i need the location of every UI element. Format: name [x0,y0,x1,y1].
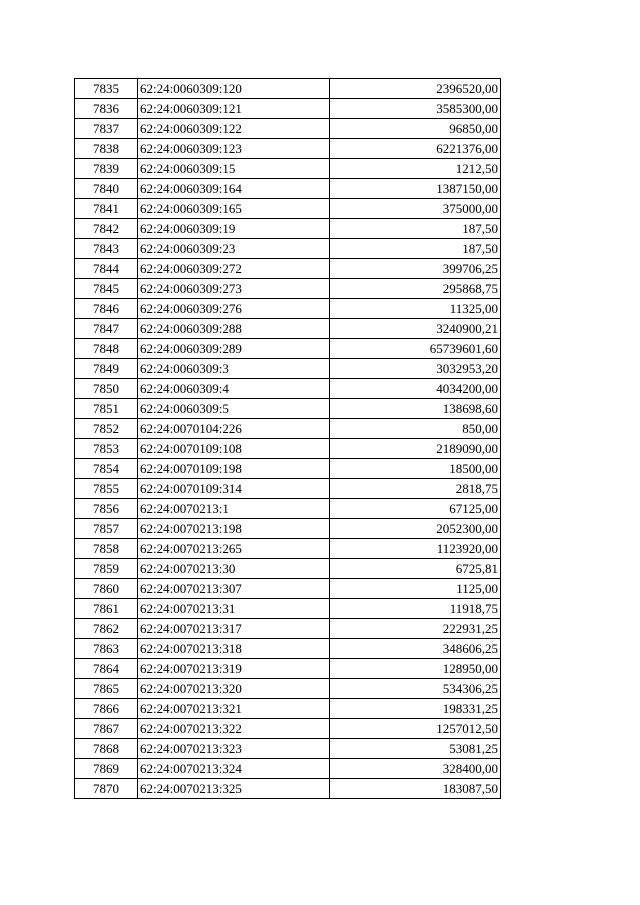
table-row [75,499,501,519]
value-cell: 67125,00 [330,499,501,519]
row-number-cell: 7842 [75,219,138,239]
cadastral-number-cell: 62:24:0070213:1 [138,499,330,519]
row-number-cell: 7847 [75,319,138,339]
cadastral-number-cell: 62:24:0070109:198 [138,459,330,479]
row-number-cell: 7859 [75,559,138,579]
value-cell: 328400,00 [330,759,501,779]
value-cell: 183087,50 [330,779,501,799]
table-row [75,599,501,619]
value-cell: 4034200,00 [330,379,501,399]
row-number-cell: 7848 [75,339,138,359]
cadastral-number-cell: 62:24:0060309:5 [138,399,330,419]
cadastral-number-cell: 62:24:0070213:198 [138,519,330,539]
cadastral-number-cell: 62:24:0060309:15 [138,159,330,179]
value-cell: 399706,25 [330,259,501,279]
cadastral-number-cell: 62:24:0060309:123 [138,139,330,159]
table-row [75,439,501,459]
value-cell: 11325,00 [330,299,501,319]
table-row [75,519,501,539]
value-cell: 295868,75 [330,279,501,299]
cadastral-number-cell: 62:24:0060309:276 [138,299,330,319]
row-number-cell: 7864 [75,659,138,679]
table-row [75,139,501,159]
value-cell: 534306,25 [330,679,501,699]
row-number-cell: 7862 [75,619,138,639]
row-number-cell: 7846 [75,299,138,319]
row-number-cell: 7855 [75,479,138,499]
row-number-cell: 7843 [75,239,138,259]
value-cell: 3240900,21 [330,319,501,339]
table-row [75,299,501,319]
row-number-cell: 7841 [75,199,138,219]
cadastral-number-cell: 62:24:0060309:164 [138,179,330,199]
cadastral-number-cell: 62:24:0070213:321 [138,699,330,719]
row-number-cell: 7869 [75,759,138,779]
value-cell: 348606,25 [330,639,501,659]
row-number-cell: 7863 [75,639,138,659]
table-row [75,199,501,219]
row-number-cell: 7852 [75,419,138,439]
table-row [75,259,501,279]
value-cell: 1257012,50 [330,719,501,739]
cadastral-number-cell: 62:24:0060309:121 [138,99,330,119]
table-row [75,119,501,139]
row-number-cell: 7851 [75,399,138,419]
cadastral-number-cell: 62:24:0060309:19 [138,219,330,239]
table-row [75,99,501,119]
value-cell: 53081,25 [330,739,501,759]
cadastral-value-table [74,78,501,799]
row-number-cell: 7844 [75,259,138,279]
cadastral-number-cell: 62:24:0070109:108 [138,439,330,459]
row-number-cell: 7840 [75,179,138,199]
value-cell: 6725,81 [330,559,501,579]
table-row [75,539,501,559]
row-number-cell: 7868 [75,739,138,759]
row-number-cell: 7849 [75,359,138,379]
value-cell: 222931,25 [330,619,501,639]
row-number-cell: 7854 [75,459,138,479]
table-row [75,359,501,379]
value-cell: 11918,75 [330,599,501,619]
table-row [75,459,501,479]
table-row [75,339,501,359]
value-cell: 2818,75 [330,479,501,499]
value-cell: 1387150,00 [330,179,501,199]
row-number-cell: 7853 [75,439,138,459]
value-cell: 187,50 [330,219,501,239]
table-row [75,379,501,399]
row-number-cell: 7865 [75,679,138,699]
value-cell: 187,50 [330,239,501,259]
value-cell: 138698,60 [330,399,501,419]
table-row [75,699,501,719]
cadastral-number-cell: 62:24:0060309:289 [138,339,330,359]
table-row [75,779,501,799]
table-row [75,279,501,299]
cadastral-number-cell: 62:24:0070213:317 [138,619,330,639]
table-row [75,639,501,659]
table-row [75,419,501,439]
table-row [75,319,501,339]
cadastral-number-cell: 62:24:0060309:272 [138,259,330,279]
value-cell: 1125,00 [330,579,501,599]
cadastral-number-cell: 62:24:0060309:3 [138,359,330,379]
row-number-cell: 7850 [75,379,138,399]
cadastral-number-cell: 62:24:0070213:325 [138,779,330,799]
cadastral-number-cell: 62:24:0070213:265 [138,539,330,559]
cadastral-number-cell: 62:24:0070213:324 [138,759,330,779]
cadastral-number-cell: 62:24:0070109:314 [138,479,330,499]
value-cell: 96850,00 [330,119,501,139]
value-cell: 198331,25 [330,699,501,719]
cadastral-number-cell: 62:24:0070104:226 [138,419,330,439]
row-number-cell: 7838 [75,139,138,159]
cadastral-number-cell: 62:24:0060309:165 [138,199,330,219]
cadastral-number-cell: 62:24:0070213:307 [138,579,330,599]
table-row [75,479,501,499]
table-row [75,659,501,679]
value-cell: 1212,50 [330,159,501,179]
table-row [75,79,501,99]
row-number-cell: 7861 [75,599,138,619]
row-number-cell: 7860 [75,579,138,599]
row-number-cell: 7845 [75,279,138,299]
table-row [75,239,501,259]
row-number-cell: 7836 [75,99,138,119]
cadastral-number-cell: 62:24:0070213:322 [138,719,330,739]
row-number-cell: 7839 [75,159,138,179]
value-cell: 6221376,00 [330,139,501,159]
cadastral-number-cell: 62:24:0070213:318 [138,639,330,659]
cadastral-number-cell: 62:24:0060309:23 [138,239,330,259]
value-cell: 1123920,00 [330,539,501,559]
value-cell: 2189090,00 [330,439,501,459]
cadastral-number-cell: 62:24:0070213:319 [138,659,330,679]
table-row [75,579,501,599]
value-cell: 850,00 [330,419,501,439]
cadastral-number-cell: 62:24:0060309:4 [138,379,330,399]
cadastral-number-cell: 62:24:0070213:323 [138,739,330,759]
table-body [75,79,501,799]
value-cell: 375000,00 [330,199,501,219]
value-cell: 2396520,00 [330,79,501,99]
value-cell: 3032953,20 [330,359,501,379]
cadastral-number-cell: 62:24:0070213:30 [138,559,330,579]
row-number-cell: 7835 [75,79,138,99]
table-row [75,719,501,739]
value-cell: 3585300,00 [330,99,501,119]
table-row [75,219,501,239]
row-number-cell: 7867 [75,719,138,739]
row-number-cell: 7858 [75,539,138,559]
row-number-cell: 7837 [75,119,138,139]
cadastral-number-cell: 62:24:0070213:320 [138,679,330,699]
value-cell: 18500,00 [330,459,501,479]
value-cell: 2052300,00 [330,519,501,539]
table-row [75,759,501,779]
cadastral-number-cell: 62:24:0060309:122 [138,119,330,139]
row-number-cell: 7857 [75,519,138,539]
table-row [75,739,501,759]
cadastral-number-cell: 62:24:0060309:120 [138,79,330,99]
row-number-cell: 7866 [75,699,138,719]
table-row [75,619,501,639]
table-row [75,179,501,199]
cadastral-number-cell: 62:24:0060309:288 [138,319,330,339]
table-row [75,399,501,419]
table-row [75,159,501,179]
cadastral-number-cell: 62:24:0060309:273 [138,279,330,299]
table-row [75,559,501,579]
cadastral-number-cell: 62:24:0070213:31 [138,599,330,619]
table-row [75,679,501,699]
value-cell: 65739601,60 [330,339,501,359]
row-number-cell: 7870 [75,779,138,799]
value-cell: 128950,00 [330,659,501,679]
row-number-cell: 7856 [75,499,138,519]
